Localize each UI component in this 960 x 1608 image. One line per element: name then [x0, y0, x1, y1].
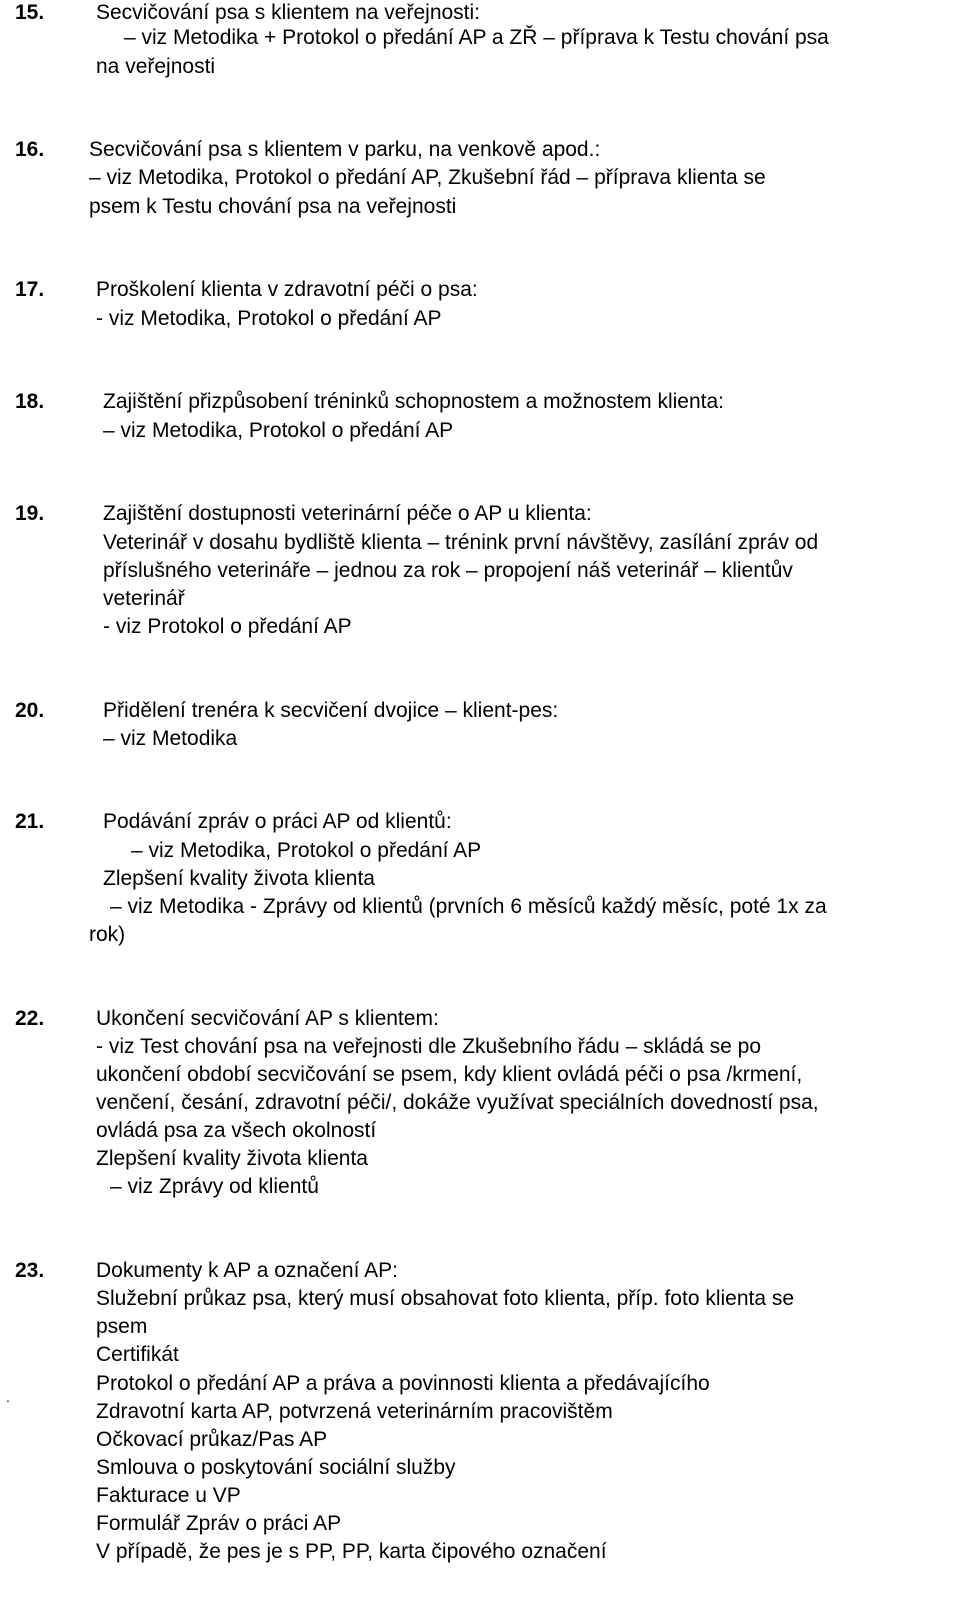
section-17-number: 17. — [15, 278, 45, 301]
section-16-heading: Secvičování psa s klientem v parku, na venkově apod.: — [89, 138, 601, 161]
section-17-line: - viz Metodika, Protokol o předání AP — [96, 307, 442, 330]
section-21-number: 21. — [15, 810, 45, 833]
section-23-line: Protokol o předání AP a práva a povinnosti klienta a předávajícího — [96, 1372, 710, 1395]
section-23-heading: Dokumenty k AP a označení AP: — [96, 1259, 398, 1282]
section-19-line: Veterinář v dosahu bydliště klienta – trénink první návštěvy, zasílání zpráv od — [103, 531, 819, 554]
section-22-line: Zlepšení kvality života klienta — [96, 1147, 368, 1170]
section-23-line: Zdravotní karta AP, potvrzená veterinárním pracovištěm — [96, 1400, 613, 1423]
section-18-line: – viz Metodika, Protokol o předání AP — [103, 419, 454, 442]
section-15-number: 15. — [15, 1, 45, 24]
section-16-number: 16. — [15, 138, 45, 161]
section-21-line: Zlepšení kvality života klienta — [103, 867, 375, 890]
section-20-line: – viz Metodika — [103, 727, 238, 750]
stray-mark: . — [6, 1389, 10, 1405]
section-22-line: venčení, česání, zdravotní péči/, dokáže využívat speciálních dovedností psa, — [96, 1091, 819, 1114]
section-22-line: – viz Zprávy od klientů — [110, 1175, 319, 1198]
section-16-line: – viz Metodika, Protokol o předání AP, Zkušební řád – příprava klienta se — [89, 166, 766, 189]
section-22-number: 22. — [15, 1007, 45, 1030]
section-15-heading: Secvičování psa s klientem na veřejnosti: — [96, 1, 481, 24]
section-23-line: V případě, že pes je s PP, PP, karta čipového označení — [96, 1540, 607, 1563]
section-23-line: Služební průkaz psa, který musí obsahovat foto klienta, příp. foto klienta se — [96, 1287, 795, 1310]
section-21-line: – viz Metodika, Protokol o předání AP — [131, 839, 482, 862]
section-21-line: – viz Metodika - Zprávy od klientů (prvních 6 měsíců každý měsíc, poté 1x za — [110, 895, 827, 918]
section-19-line: veterinář — [103, 587, 185, 610]
section-15-line: – viz Metodika + Protokol o předání AP a ZŘ – příprava k Testu chování psa — [124, 26, 829, 49]
section-22-line: - viz Test chování psa na veřejnosti dle Zkušebního řádu – skládá se po — [96, 1035, 761, 1058]
section-23-line: Smlouva o poskytování sociální služby — [96, 1456, 456, 1479]
section-20-heading: Přidělení trenéra k secvičení dvojice – klient-pes: — [103, 699, 559, 722]
section-18-number: 18. — [15, 390, 45, 413]
section-19-line: - viz Protokol o předání AP — [103, 615, 352, 638]
section-19-line: příslušného veterináře – jednou za rok – propojení náš veterinář – klientův — [103, 559, 793, 582]
section-15-line: na veřejnosti — [96, 55, 216, 78]
section-23-line: Fakturace u VP — [96, 1484, 241, 1507]
section-19-heading: Zajištění dostupnosti veterinární péče o AP u klienta: — [103, 502, 592, 525]
section-21-heading: Podávání zpráv o práci AP od klientů: — [103, 810, 452, 833]
section-18-heading: Zajištění přizpůsobení tréninků schopnostem a možnostem klienta: — [103, 390, 724, 413]
section-17-heading: Proškolení klienta v zdravotní péči o psa: — [96, 278, 478, 301]
section-22-heading: Ukončení secvičování AP s klientem: — [96, 1007, 439, 1030]
section-22-line: ovládá psa za všech okolností — [96, 1119, 377, 1142]
section-23-line: Očkovací průkaz/Pas AP — [96, 1428, 328, 1451]
section-21-line: rok) — [89, 923, 126, 946]
section-22-line: ukončení období secvičování se psem, kdy klient ovládá péči o psa /krmení, — [96, 1063, 803, 1086]
section-23-line: Formulář Zpráv o práci AP — [96, 1512, 342, 1535]
section-23-line: Certifikát — [96, 1343, 179, 1366]
section-16-line: psem k Testu chování psa na veřejnosti — [89, 195, 457, 218]
section-23-number: 23. — [15, 1259, 45, 1282]
section-23-line: psem — [96, 1315, 148, 1338]
section-19-number: 19. — [15, 502, 45, 525]
section-20-number: 20. — [15, 699, 45, 722]
